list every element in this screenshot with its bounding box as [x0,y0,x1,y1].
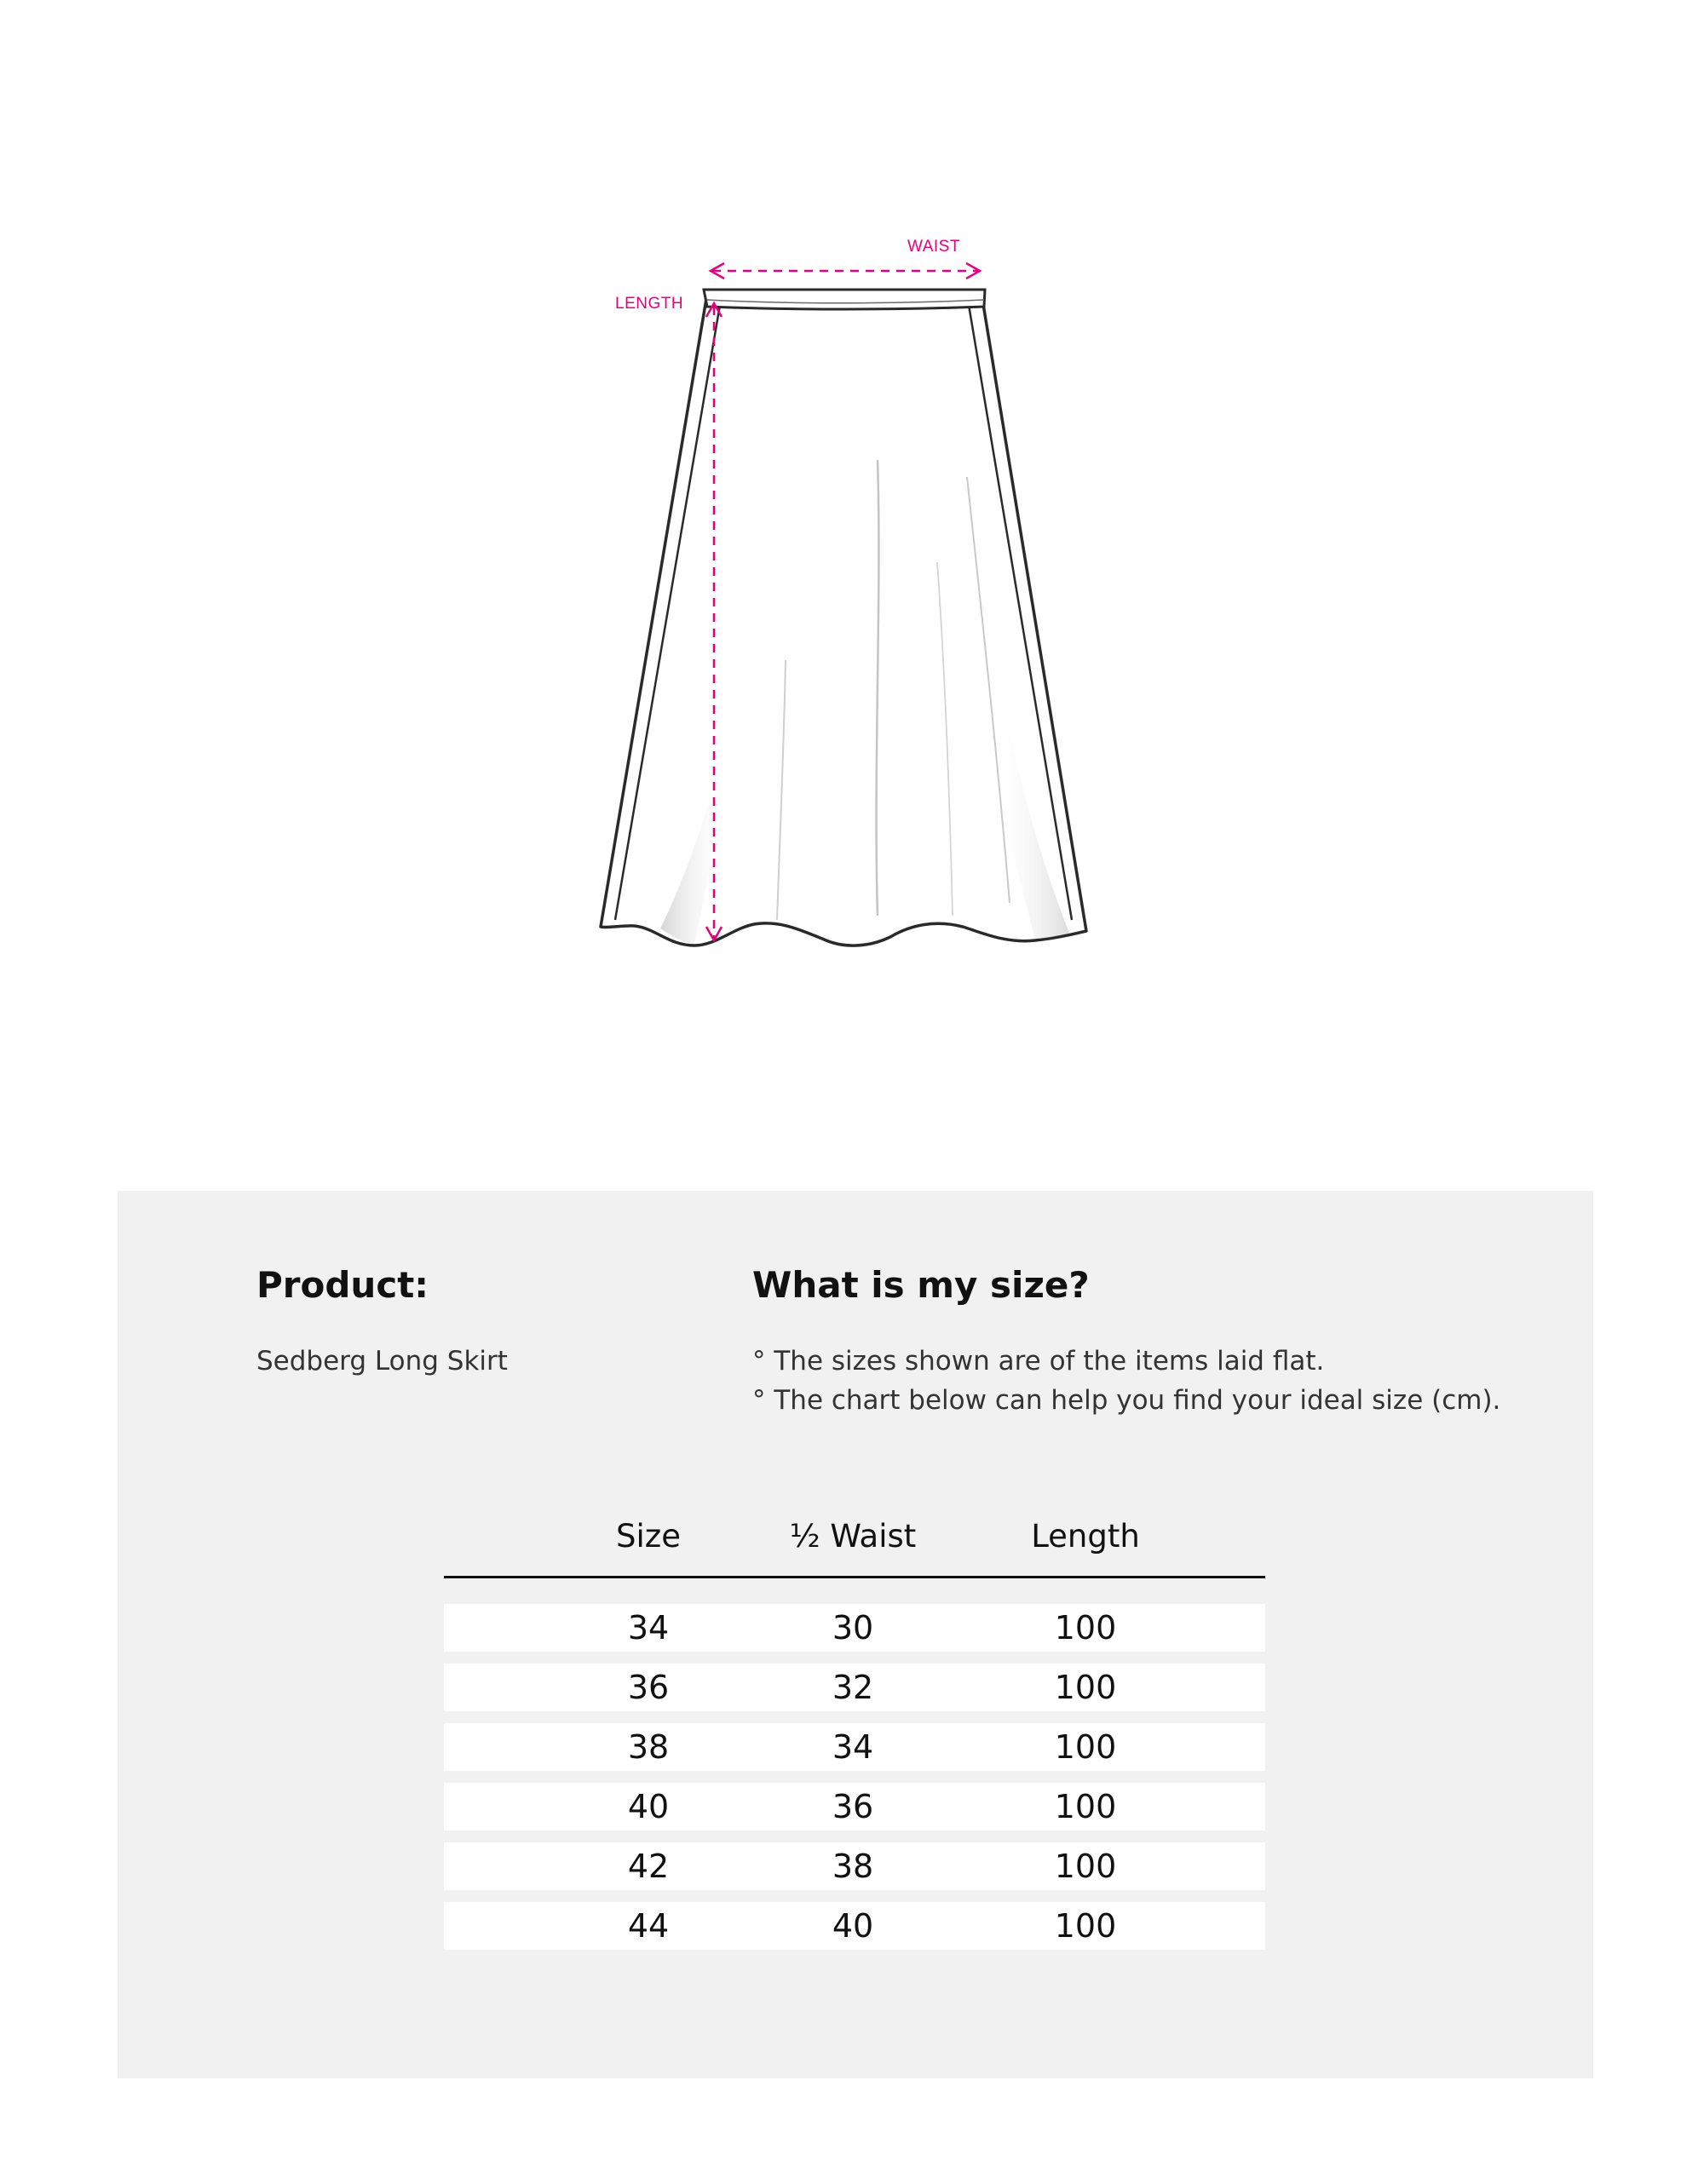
cell-size: 42 [627,1848,670,1885]
cell-size: 36 [627,1669,670,1706]
table-row [444,1783,1265,1831]
cell-half-waist: 32 [832,1669,874,1706]
cell-half-waist: 30 [832,1609,874,1647]
header-size: Size [616,1518,681,1555]
cell-length: 100 [1054,1669,1117,1706]
size-table [444,1514,1265,1950]
cell-size: 44 [627,1907,670,1945]
waistband [704,290,985,309]
size-info-panel [118,1191,1593,2078]
product-heading: Product: [256,1264,429,1306]
table-row [444,1842,1265,1890]
header-length: Length [1031,1518,1140,1555]
cell-size: 38 [627,1728,670,1766]
length-label: LENGTH [615,295,684,313]
cell-half-waist: 38 [832,1848,874,1885]
cell-size: 34 [627,1609,670,1647]
cell-length: 100 [1054,1907,1117,1945]
cell-length: 100 [1054,1848,1117,1885]
cell-half-waist: 40 [832,1907,874,1945]
cell-half-waist: 36 [832,1788,874,1825]
waist-label: WAIST [907,238,960,256]
header-half-waist: ½ Waist [789,1518,917,1555]
skirt-illustration [0,0,1704,1022]
table-row [444,1723,1265,1771]
table-row [444,1902,1265,1950]
product-name: Sedberg Long Skirt [256,1346,508,1376]
size-note-laid-flat: ° The sizes shown are of the items laid flat. [752,1346,1325,1376]
table-row [444,1664,1265,1711]
cell-length: 100 [1054,1609,1117,1647]
table-header [444,1514,1265,1578]
size-heading: What is my size? [752,1264,1090,1306]
cell-size: 40 [627,1788,670,1825]
cell-length: 100 [1054,1728,1117,1766]
table-row [444,1604,1265,1652]
size-note-chart: ° The chart below can help you find your ideal size (cm). [752,1385,1501,1416]
cell-half-waist: 34 [832,1728,874,1766]
cell-length: 100 [1054,1788,1117,1825]
waist-arrow [711,263,980,279]
